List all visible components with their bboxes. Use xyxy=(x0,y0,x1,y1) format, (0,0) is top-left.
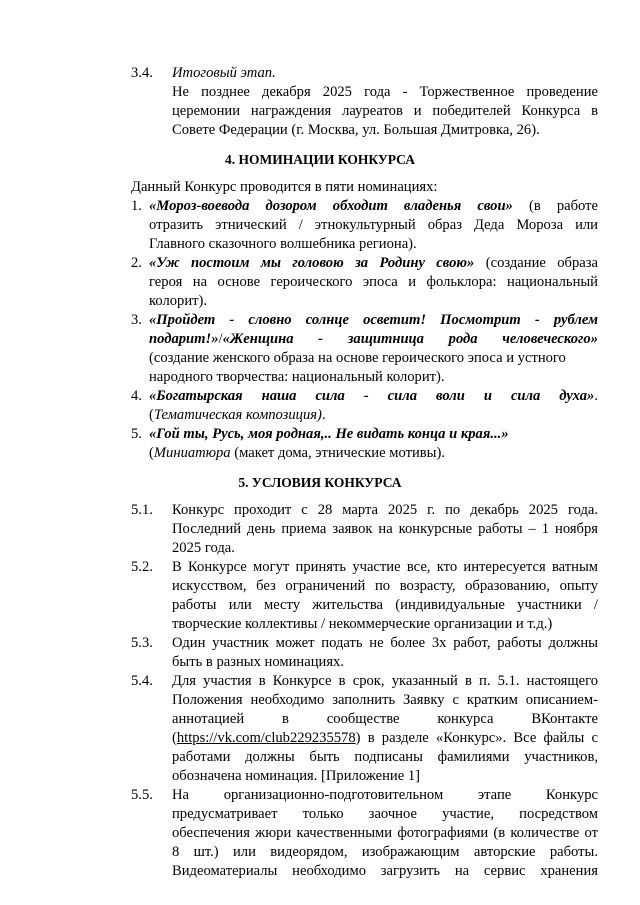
paragraph-line: церемонии награждения лауреатов и победителей Конкурса в xyxy=(172,103,598,119)
nomination-subtitle: Тематическая композиция) xyxy=(153,407,322,423)
section-heading: 4. НОМИНАЦИИ КОНКУРСА xyxy=(225,152,415,167)
paragraph-line: предусматривает только заочное участие, посредством xyxy=(172,806,598,822)
nomination-title: «Мороз-воевода дозором обходит владенья свои» xyxy=(149,198,513,214)
nomination-subtitle: Миниатюра xyxy=(153,445,231,461)
paragraph-line: На организационно-подготовительном этапе Конкурс xyxy=(172,787,598,803)
separator: / xyxy=(218,331,223,347)
nomination-text: (в работе xyxy=(512,198,598,214)
paragraph-line: Положения необходимо заполнить Заявку с кратким описанием- xyxy=(172,692,598,708)
nomination-title: «Богатырская наша сила - сила воли и сила духа» xyxy=(149,388,595,404)
paragraph-line: Конкурс проходит с 28 марта 2025 г. по декабрь 2025 года. xyxy=(172,502,598,518)
nomination-line xyxy=(149,406,326,425)
clause-number: 5.1. xyxy=(131,502,153,518)
nomination-title: «Женщина - защитница рода человеческого» xyxy=(222,331,598,347)
paragraph-line: Один участник может подать не более 3х работ, работы должны xyxy=(172,635,598,651)
paren: ( xyxy=(149,407,154,423)
nomination-line: Главного сказочного волшебника региона). xyxy=(149,236,417,252)
nomination-title: «Пройдет - словно солнце осветит! Посмотрит - рублем xyxy=(149,312,598,328)
section-intro: Данный Конкурс проводится в пяти номинациях: xyxy=(131,179,438,195)
nomination-line: героя на основе героического эпоса и фольклора: национальный xyxy=(149,274,598,290)
nomination-line xyxy=(149,330,598,349)
nomination-line xyxy=(149,254,598,273)
list-number: 2. xyxy=(131,255,142,271)
paragraph-line: работами должны быть подписаны фамилиями участников, xyxy=(172,749,598,765)
paragraph-line: Видеоматериалы необходимо загрузить на сервис хранения xyxy=(172,863,598,879)
nomination-line: (создание женского образа на основе героического эпоса и устного xyxy=(149,350,566,366)
nomination-text: (макет дома, этнические мотивы). xyxy=(230,445,445,461)
paragraph-line: Не позднее декабря 2025 года - Торжественное проведение xyxy=(172,84,598,100)
list-number: 4. xyxy=(131,388,142,404)
clause-number: 5.4. xyxy=(131,673,153,689)
paragraph-line: Совете Федерации (г. Москва, ул. Большая Дмитровка, 26). xyxy=(172,122,540,138)
nomination-line xyxy=(149,197,598,216)
nomination-line: народного творчества: национальный колорит). xyxy=(149,369,445,385)
nomination-line: отразить этнический / этнокультурный образ Деда Мороза или xyxy=(149,217,598,233)
nomination-title: «Уж постоим мы головою за Родину свою» xyxy=(149,255,475,271)
section-heading: 5. УСЛОВИЯ КОНКУРСА xyxy=(238,475,402,490)
paragraph-line: обеспечения жюри качественными фотографиями (в количестве от xyxy=(172,825,598,841)
nomination-title: подарит!» xyxy=(149,331,219,347)
nomination-line xyxy=(149,444,445,463)
nomination-line: колорит). xyxy=(149,293,208,309)
clause-number: 5.5. xyxy=(131,787,153,803)
list-number: 1. xyxy=(131,198,142,214)
paragraph-line: аннотацией в сообществе конкурса ВКонтакте xyxy=(172,711,598,727)
paragraph-line: 8 шт.) или видеорядом, изображающим авторские работы. xyxy=(172,844,598,860)
paren: ( xyxy=(172,730,177,746)
punctuation: . xyxy=(321,407,326,423)
paragraph-line: работы или месту жительства (индивидуальные участники / xyxy=(172,597,598,613)
paragraph-line: быть в разных номинациях. xyxy=(172,654,344,670)
clause-number: 5.2. xyxy=(131,559,153,575)
paragraph-text: ) в разделе «Конкурс». Все файлы с xyxy=(355,730,598,746)
list-number: 5. xyxy=(131,426,142,442)
nomination-line xyxy=(149,387,598,406)
clause-title: Итоговый этап. xyxy=(172,65,276,81)
paren: ( xyxy=(149,445,154,461)
nomination-text: (создание образа xyxy=(474,255,598,271)
clause-number: 5.3. xyxy=(131,635,153,651)
paragraph-line: искусством, без ограничений по возрасту, образованию, опыту xyxy=(172,578,598,594)
paragraph-line: Последний день приема заявок на конкурсные работы – 1 ноября xyxy=(172,521,598,537)
punctuation: . xyxy=(594,388,598,404)
paragraph-line: творческие коллективы / некоммерческие организации и т.д.) xyxy=(172,616,553,632)
vk-community-link[interactable]: https://vk.com/club229235578 xyxy=(176,730,356,746)
paragraph-line: В Конкурсе могут принять участие все, кто интересуется ватным xyxy=(172,559,598,575)
paragraph-line xyxy=(172,729,598,748)
paragraph-line: Для участия в Конкурсе в срок, указанный в п. 5.1. настоящего xyxy=(172,673,598,689)
list-number: 3. xyxy=(131,312,142,328)
nomination-title: «Гой ты, Русь, моя родная,.. Не видать конца и края...» xyxy=(149,426,509,442)
paragraph-line: 2025 года. xyxy=(172,540,235,556)
clause-number: 3.4. xyxy=(131,65,153,81)
paragraph-line: обозначена номинация. [Приложение 1] xyxy=(172,768,421,784)
